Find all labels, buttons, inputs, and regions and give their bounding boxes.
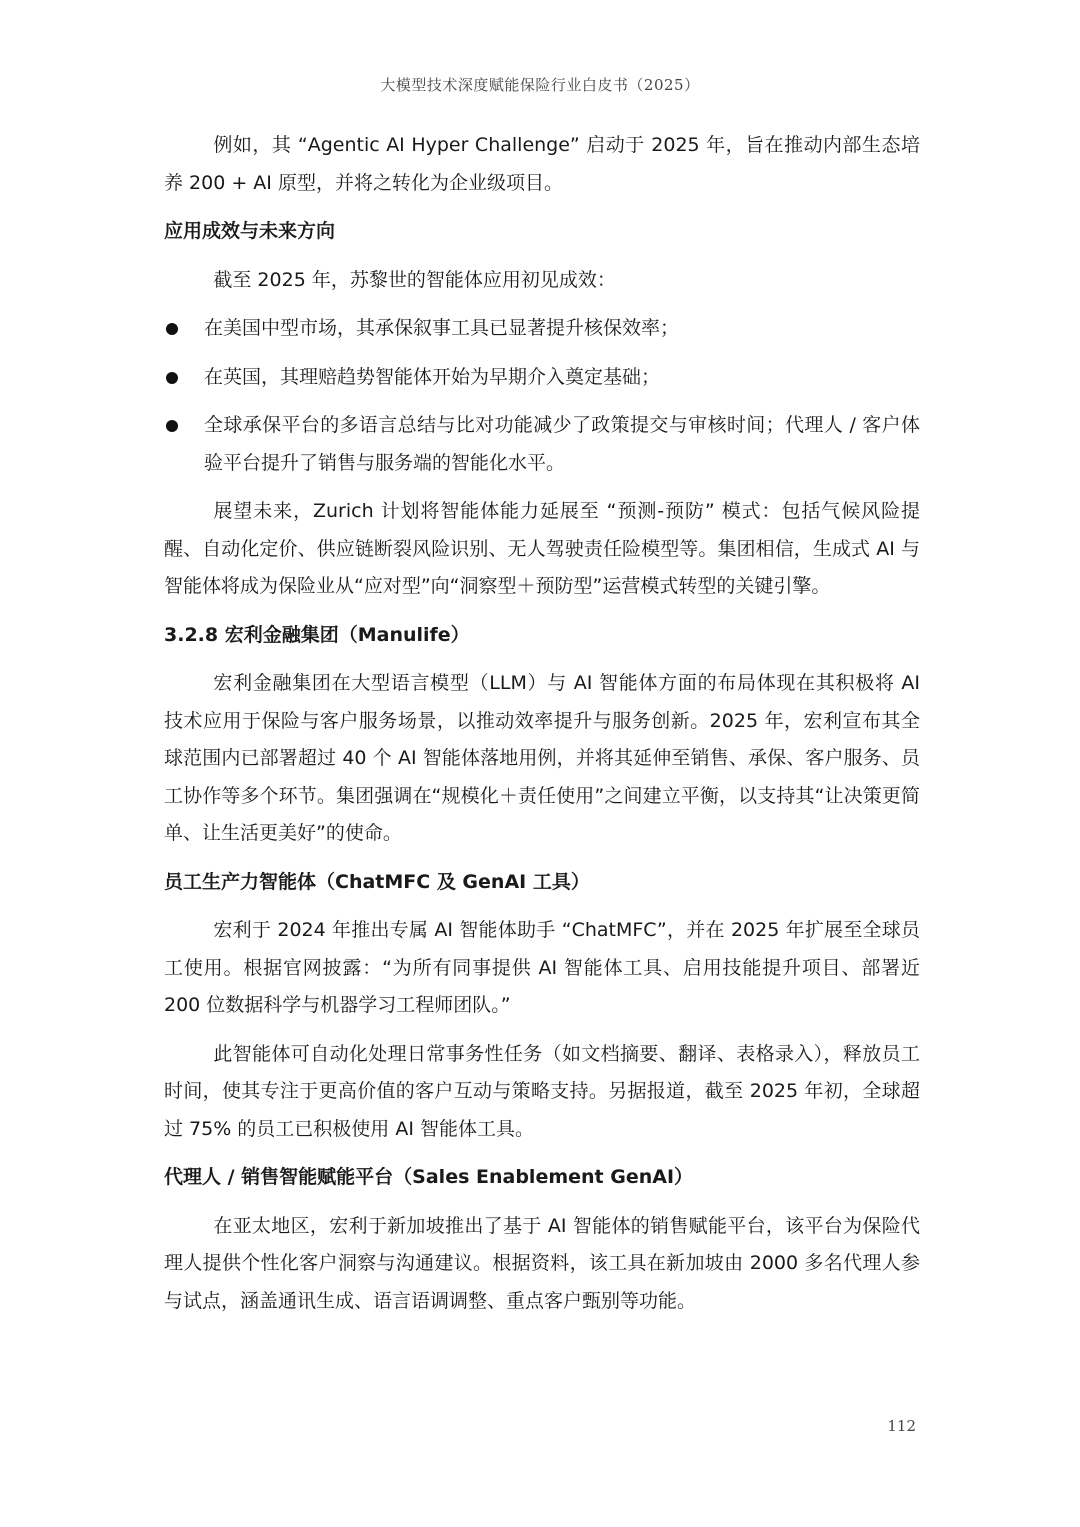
list-item-text: 全球承保平台的多语言总结与比对功能减少了政策提交与审核时间；代理人 / 客户体验平台提升了销售与服务端的智能化水平。 [204,414,920,474]
running-header: 大模型技术深度赋能保险行业白皮书（2025） [380,76,700,94]
results-bullet-list [164,310,920,482]
list-item-text: 在美国中型市场，其承保叙事工具已显著提升核保效率； [204,317,680,339]
paragraph-sales-enablement: 在亚太地区，宏利于新加坡推出了基于 AI 智能体的销售赋能平台，该平台为保险代理人提供个性化客户洞察与沟通建议。根据资料，该工具在新加坡由 2000 多名代理人参与试点，涵盖通讯生成、语言语调调整、重点客户甄别等功能。 [164,1214,920,1312]
paragraph-future-outlook: 展望未来，Zurich 计划将智能体能力延展至 “预测-预防” 模式：包括气候风险提醒、自动化定价、供应链断裂风险识别、无人驾驶责任险模型等。集团相信，生成式 AI 与智能体将成为保险业从“应对型”向“洞察型＋预防型”运营模式转型的关键引擎。 [164,500,920,597]
list-item [164,407,920,482]
bullet-icon [166,323,178,335]
paragraph-chatmfc: 宏利于 2024 年推出专属 AI 智能体助手 “ChatMFC”，并在 2025 年扩展至全球员工使用。根据官网披露：“为所有同事提供 AI 智能体工具、启用技能提升项目、部署近 200 位数据科学与机器学习工程师团队。” [164,919,920,1016]
paragraph-automation: 此智能体可自动化处理日常事务性任务（如文档摘要、翻译、表格录入），释放员工时间，使其专注于更高价值的客户互动与策略支持。另据报道，截至 2025 年初，全球超过 75% 的员工已积极使用 AI 智能体工具。 [164,1042,920,1140]
paragraph-agentic-challenge: 例如，其 “Agentic AI Hyper Challenge” 启动于 2025 年，旨在推动内部生态培养 200 + AI 原型，并将之转化为企业级项目。 [164,134,920,194]
bullet-icon [166,372,178,384]
section-heading-chatmfc: 员工生产力智能体（ChatMFC 及 GenAI 工具） [164,870,590,893]
section-heading-manulife: 3.2.8 宏利金融集团（Manulife） [164,623,470,646]
list-item [164,359,920,397]
paragraph-results-intro: 截至 2025 年，苏黎世的智能体应用初见成效： [213,268,616,291]
section-heading-results: 应用成效与未来方向 [164,220,336,242]
list-item [164,310,920,348]
paragraph-manulife-overview: 宏利金融集团在大型语言模型（LLM）与 AI 智能体方面的布局体现在其积极将 AI 技术应用于保险与客户服务场景，以推动效率提升与服务创新。2025 年，宏利宣布其全球范围内已部署超过 40 个 AI 智能体落地用例，并将其延伸至销售、承保、客户服务、员工协作等多个环节。集团强调在“规模化＋责任使用”之间建立平衡，以支持其“让决策更简单、让生活更美好”的使命。 [164,672,920,844]
list-item-text: 在英国，其理赔趋势智能体开始为早期介入奠定基础； [204,365,661,388]
section-heading-sales-enablement: 代理人 / 销售智能赋能平台（Sales Enablement GenAI） [164,1166,694,1188]
page-number: 112 [887,1417,916,1435]
bullet-icon [166,420,178,432]
page-content [164,127,920,1320]
